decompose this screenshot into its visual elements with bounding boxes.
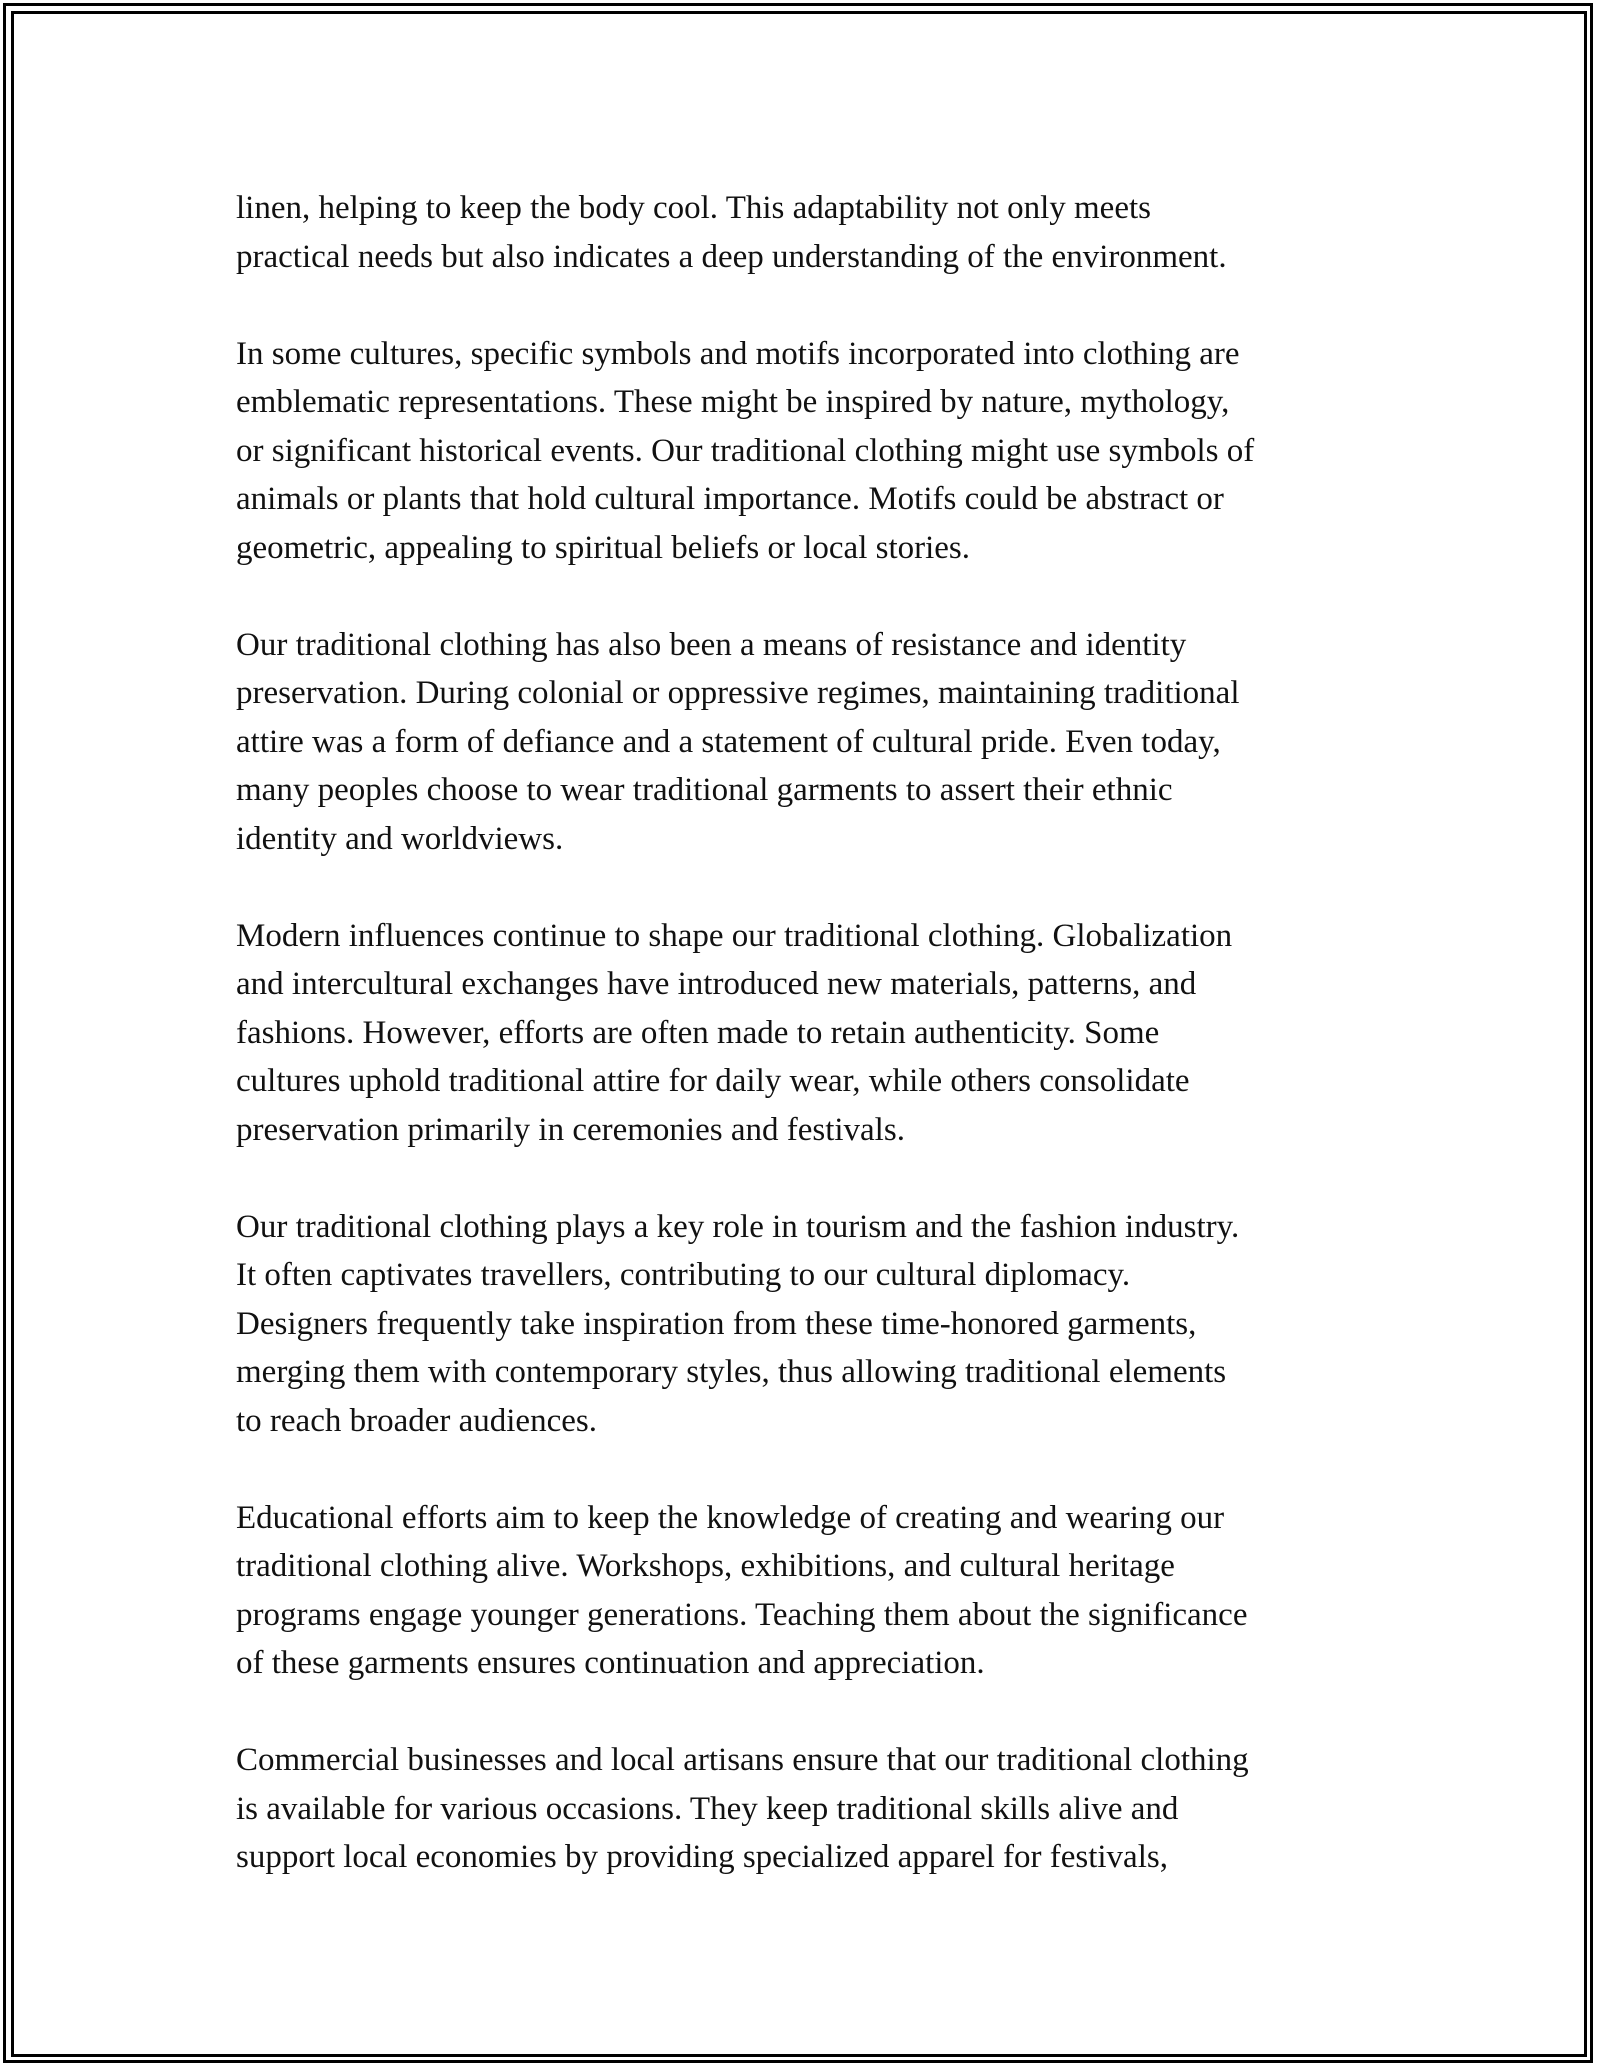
paragraph-line: support local economies by providing specialized apparel for festivals, [236, 1839, 1168, 1875]
paragraph-line: Our traditional clothing plays a key role in tourism and the fashion industry. [236, 1208, 1240, 1245]
paragraph-line: Designers frequently take inspiration from these time-honored garments, [236, 1305, 1197, 1342]
paragraph-line: to reach broader audiences. [236, 1402, 597, 1439]
paragraph-line: practical needs but also indicates a deep understanding of the environment. [236, 238, 1227, 275]
paragraph-line: animals or plants that hold cultural importance. Motifs could be abstract or [236, 481, 1224, 517]
paragraph-line: merging them with contemporary styles, thus allowing traditional elements [236, 1354, 1227, 1390]
paragraph-line: Our traditional clothing has also been a means of resistance and identity [236, 626, 1187, 663]
paragraph-line: Commercial businesses and local artisans ensure that our traditional clothing [236, 1742, 1249, 1778]
paragraph-line: is available for various occasions. They keep traditional skills alive and [236, 1790, 1179, 1827]
paragraph-line: linen, helping to keep the body cool. This adaptability not only meets [236, 190, 1151, 226]
paragraph-line: Modern influences continue to shape our traditional clothing. Globalization [236, 917, 1233, 954]
paragraph-5 [236, 1203, 1396, 1446]
paragraph-line: of these garments ensures continuation and appreciation. [236, 1645, 985, 1681]
paragraph-line: attire was a form of defiance and a statement of cultural pride. Even today, [236, 723, 1221, 760]
document-body [236, 184, 1396, 1930]
paragraph-3 [236, 621, 1396, 864]
paragraph-1 [236, 184, 1396, 281]
paragraph-line: and intercultural exchanges have introduced new materials, patterns, and [236, 966, 1197, 1002]
paragraph-line: or significant historical events. Our traditional clothing might use symbols of [236, 432, 1255, 469]
paragraph-line: preservation. During colonial or oppressive regimes, maintaining traditional [236, 675, 1240, 711]
paragraph-line: fashions. However, efforts are often made to retain authenticity. Some [236, 1014, 1160, 1051]
paragraph-2 [236, 330, 1396, 573]
paragraph-line: cultures uphold traditional attire for daily wear, while others consolidate [236, 1063, 1190, 1099]
paragraph-line: traditional clothing alive. Workshops, exhibitions, and cultural heritage [236, 1548, 1175, 1584]
paragraph-line: emblematic representations. These might be inspired by nature, mythology, [236, 384, 1230, 420]
paragraph-line: It often captivates travellers, contributing to our cultural diplomacy. [236, 1257, 1131, 1293]
paragraph-line: In some cultures, specific symbols and motifs incorporated into clothing are [236, 335, 1240, 372]
paragraph-7 [236, 1736, 1396, 1882]
paragraph-line: programs engage younger generations. Teaching them about the significance [236, 1596, 1248, 1633]
paragraph-6 [236, 1494, 1396, 1688]
paragraph-4 [236, 912, 1396, 1155]
paragraph-line: Educational efforts aim to keep the knowledge of creating and wearing our [236, 1499, 1225, 1536]
paragraph-line: many peoples choose to wear traditional garments to assert their ethnic [236, 772, 1173, 808]
paragraph-line: identity and worldviews. [236, 820, 564, 857]
paragraph-line: geometric, appealing to spiritual beliefs or local stories. [236, 529, 971, 566]
paragraph-line: preservation primarily in ceremonies and festivals. [236, 1111, 905, 1148]
